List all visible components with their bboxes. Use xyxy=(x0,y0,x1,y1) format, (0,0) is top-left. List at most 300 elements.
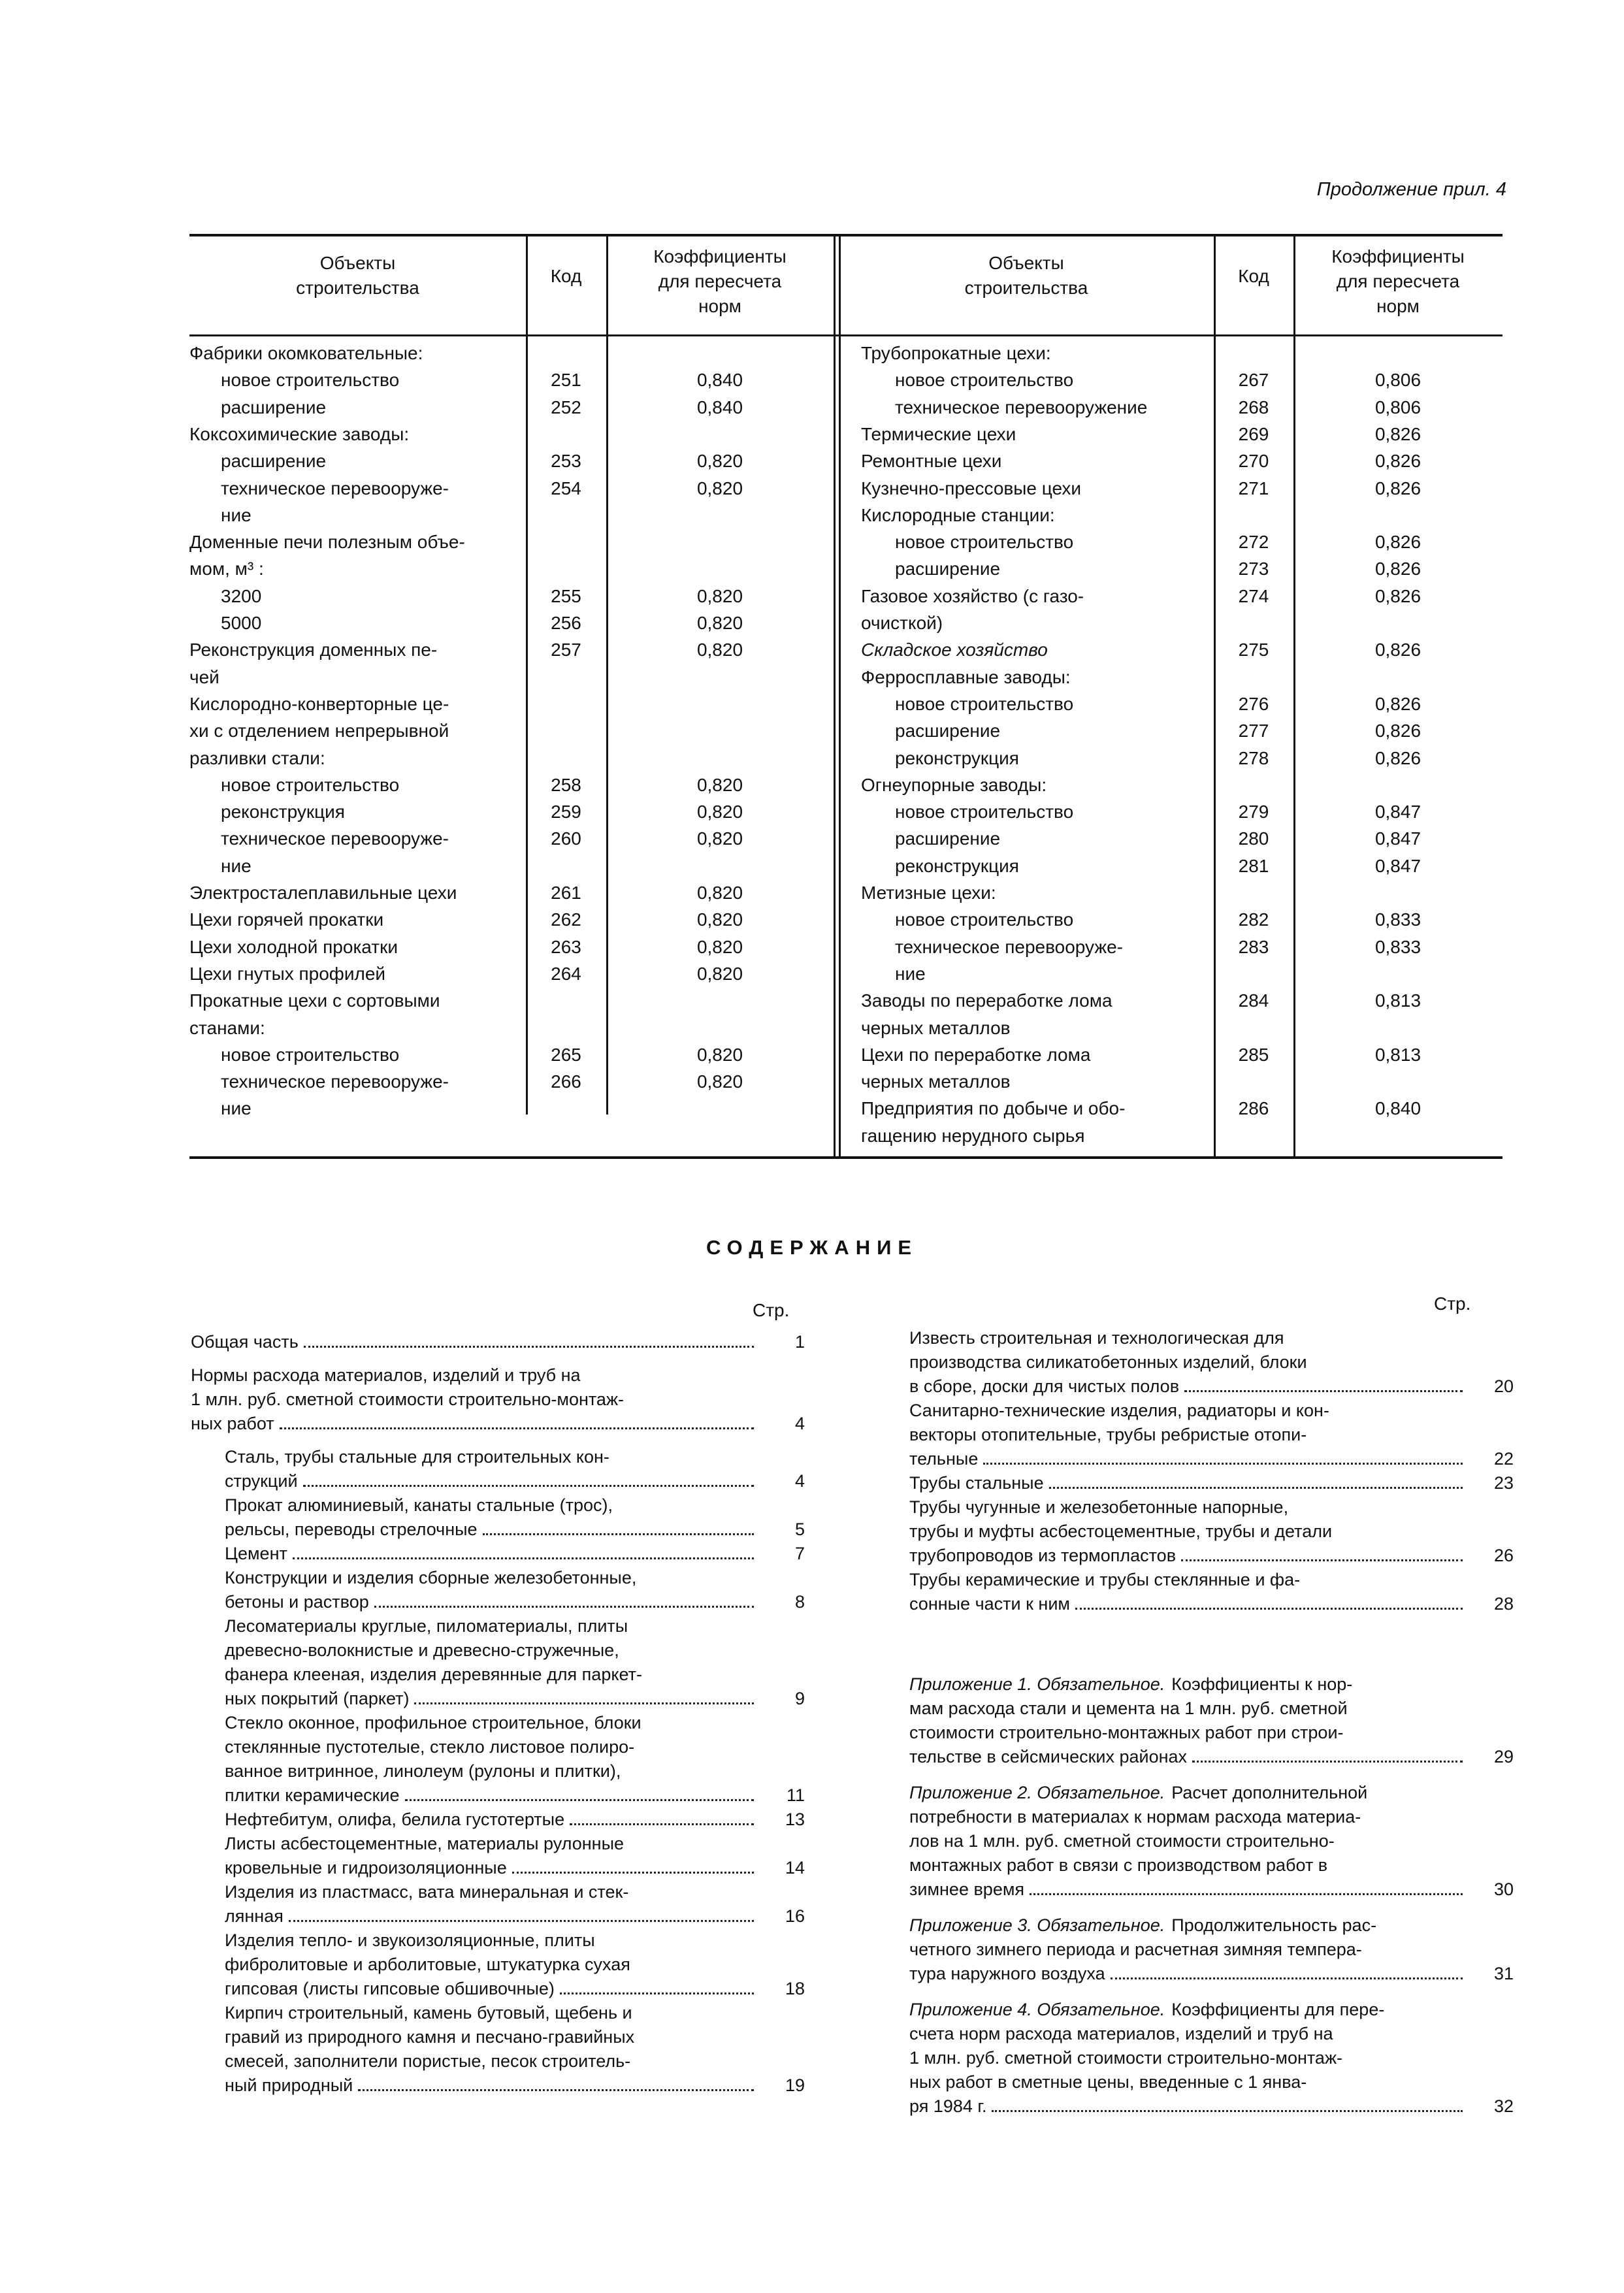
table-row xyxy=(189,366,1502,393)
row-code: 279 xyxy=(1238,802,1269,822)
entry-text: тельные xyxy=(909,1449,979,1469)
table-row xyxy=(189,1122,1502,1149)
dot-leader xyxy=(289,1920,754,1922)
row-label: новое строительство xyxy=(895,693,1074,714)
row-code: 258 xyxy=(551,774,581,795)
row-coefficient: 0,826 xyxy=(1374,721,1421,741)
row-code: 270 xyxy=(1238,451,1269,472)
entry-text: древесно-волокнистые и древесно-стружечные, xyxy=(225,1640,619,1660)
row-coefficient: 0,820 xyxy=(696,883,743,903)
entry-text: кровельные и гидроизоляционные xyxy=(225,1858,507,1878)
dot-leader xyxy=(414,1702,754,1704)
entry-text: 1 млн. руб. сметной стоимости строительно-монтаж- xyxy=(909,2048,1343,2068)
entry-text: лов на 1 млн. руб. сметной стоимости строительно- xyxy=(909,1831,1335,1851)
entry-text: Цемент xyxy=(225,1544,287,1563)
row-label: Цехи гнутых профилей xyxy=(189,963,386,984)
row-code: 254 xyxy=(551,478,581,498)
contents-entry xyxy=(909,1672,1514,1769)
row-label: станами: xyxy=(189,1017,265,1038)
table-row xyxy=(189,421,1502,447)
appendix-prefix: Приложение 4. Обязательное. xyxy=(909,2000,1165,2019)
row-code: 260 xyxy=(551,828,581,849)
entry-text: Прокат алюминиевый, канаты стальные (трос), xyxy=(225,1495,613,1515)
row-label: 5000 xyxy=(221,613,262,633)
page-column-header: Стр. xyxy=(1434,1293,1471,1314)
page-number: 4 xyxy=(794,1414,805,1433)
entry-text: ванное витринное, линолеум (рулоны и плитки), xyxy=(225,1761,621,1781)
row-coefficient: 0,820 xyxy=(696,936,743,957)
contents-entry xyxy=(225,1808,805,1832)
entry-text: Общая часть xyxy=(191,1332,299,1352)
row-coefficient: 0,820 xyxy=(696,909,743,930)
row-code: 273 xyxy=(1238,559,1269,579)
contents-entry xyxy=(909,1568,1514,1616)
row-code: 281 xyxy=(1238,855,1269,876)
entry-text: производства силикатобетонных изделий, блоки xyxy=(909,1352,1307,1372)
entry-text: четного зимнего периода и расчетная зимняя темпера- xyxy=(909,1940,1362,1959)
entry-text: струкций xyxy=(225,1471,298,1491)
row-code: 256 xyxy=(551,613,581,633)
entry-text: Расчет дополнительной xyxy=(1171,1783,1368,1802)
table-row xyxy=(189,610,1502,636)
row-coefficient: 0,826 xyxy=(1374,478,1421,498)
entry-text: потребности в материалах к нормам расхода материа- xyxy=(909,1807,1361,1827)
contents-entry xyxy=(909,1998,1514,2119)
table-row xyxy=(189,1015,1502,1041)
entry-text: рельсы, переводы стрелочные xyxy=(225,1520,478,1539)
row-code: 269 xyxy=(1238,423,1269,444)
row-coefficient: 0,813 xyxy=(1374,1044,1421,1065)
page-number: 28 xyxy=(1493,1594,1514,1614)
row-label: Реконструкция доменных пе- xyxy=(189,640,438,660)
row-label: Фабрики окомковательные: xyxy=(189,343,423,363)
entry-text: лянная xyxy=(225,1906,284,1926)
dot-leader xyxy=(570,1823,754,1825)
contents-entry xyxy=(909,1781,1514,1902)
dot-leader xyxy=(483,1533,754,1535)
row-label: Термические цехи xyxy=(861,423,1016,444)
dot-leader xyxy=(304,1346,754,1348)
header-code: Код xyxy=(1238,266,1269,286)
row-label: хи с отделением непрерывной xyxy=(189,721,449,741)
entry-text: ных работ в сметные цены, введенные с 1 янва- xyxy=(909,2072,1307,2092)
row-label: Цехи горячей прокатки xyxy=(189,909,384,930)
entry-text: мам расхода стали и цемента на 1 млн. руб. сметной xyxy=(909,1699,1348,1718)
row-code: 251 xyxy=(551,370,581,391)
row-label: Складское хозяйство xyxy=(861,640,1048,660)
page-number: 7 xyxy=(794,1544,805,1563)
entry-text: Трубы стальные xyxy=(909,1473,1044,1493)
page-number: 20 xyxy=(1493,1376,1514,1396)
table-row xyxy=(189,825,1502,852)
table-row xyxy=(189,798,1502,825)
entry-text: трубопроводов из термопластов xyxy=(909,1546,1177,1565)
table-row xyxy=(189,447,1502,474)
row-coefficient: 0,820 xyxy=(696,802,743,822)
dot-leader xyxy=(358,2089,754,2091)
row-label: расширение xyxy=(221,451,327,472)
dot-leader xyxy=(280,1427,754,1429)
row-label: техническое перевооружение xyxy=(895,397,1148,417)
page-number: 18 xyxy=(785,1979,805,1998)
header-rule xyxy=(189,334,1502,336)
row-coefficient: 0,806 xyxy=(1374,370,1421,391)
dot-leader xyxy=(560,1992,754,1994)
row-code: 253 xyxy=(551,451,581,472)
row-label: Заводы по переработке лома xyxy=(861,990,1112,1011)
contents-entry xyxy=(909,1399,1514,1471)
entry-text: смесей, заполнители пористые, песок строитель- xyxy=(225,2051,631,2071)
entry-text: стеклянные пустотелые, стекло листовое полиро- xyxy=(225,1737,635,1757)
entry-text: Трубы керамические и трубы стеклянные и фа- xyxy=(909,1570,1301,1589)
page-number: 29 xyxy=(1493,1747,1514,1766)
entry-text: фибролитовые и арболитовые, штукатурка сухая xyxy=(225,1955,630,1974)
dot-leader xyxy=(512,1872,754,1874)
row-label: Ферросплавные заводы: xyxy=(861,666,1071,687)
row-label: Метизные цехи: xyxy=(861,883,996,903)
appendix-prefix: Приложение 1. Обязательное. xyxy=(909,1674,1165,1694)
coefficients-table xyxy=(189,234,1502,1159)
row-label: расширение xyxy=(895,828,1001,849)
row-label: Огнеупорные заводы: xyxy=(861,774,1047,795)
row-coefficient: 0,820 xyxy=(696,963,743,984)
row-code: 266 xyxy=(551,1071,581,1092)
table-row xyxy=(189,394,1502,421)
contents-entry xyxy=(225,2001,805,2098)
header-objects: Объекты строительства xyxy=(296,253,419,298)
table-row xyxy=(189,1095,1502,1122)
entry-text: Коэффициенты к нор- xyxy=(1171,1674,1353,1694)
entry-text: Нефтебитум, олифа, белила густотертые xyxy=(225,1810,565,1829)
appendix-prefix: Приложение 2. Обязательное. xyxy=(909,1783,1165,1802)
table-row xyxy=(189,502,1502,529)
dot-leader xyxy=(1111,1977,1463,1979)
header-code: Код xyxy=(550,266,582,286)
row-label: новое строительство xyxy=(895,532,1074,553)
row-coefficient: 0,820 xyxy=(696,478,743,498)
contents-entry xyxy=(225,1542,805,1566)
row-code: 272 xyxy=(1238,532,1269,553)
row-code: 276 xyxy=(1238,693,1269,714)
table-row xyxy=(189,772,1502,798)
header-objects: Объекты строительства xyxy=(964,253,1088,298)
dot-leader xyxy=(1049,1487,1463,1489)
table-row xyxy=(189,636,1502,663)
row-code: 255 xyxy=(551,585,581,606)
row-label: новое строительство xyxy=(221,370,400,391)
contents-entry xyxy=(909,1495,1514,1568)
row-coefficient: 0,840 xyxy=(696,370,743,391)
row-label: реконструкция xyxy=(221,802,345,822)
row-coefficient: 0,833 xyxy=(1374,909,1421,930)
entry-text: Санитарно-технические изделия, радиаторы и кон- xyxy=(909,1401,1329,1420)
row-code: 257 xyxy=(551,640,581,660)
dot-leader xyxy=(303,1485,754,1487)
row-label: ние xyxy=(895,963,926,984)
table-row xyxy=(189,664,1502,691)
page-number: 31 xyxy=(1493,1964,1514,1983)
row-code: 259 xyxy=(551,802,581,822)
row-coefficient: 0,820 xyxy=(696,1044,743,1065)
page-number: 5 xyxy=(794,1520,805,1539)
row-label: разливки стали: xyxy=(189,747,325,768)
dot-leader xyxy=(1184,1390,1463,1392)
contents-entry xyxy=(909,1471,1514,1495)
entry-text: гипсовая (листы гипсовые обшивочные) xyxy=(225,1979,555,1998)
dot-leader xyxy=(1075,1608,1463,1610)
entry-text: Лесоматериалы круглые, пиломатериалы, плиты xyxy=(225,1616,628,1636)
row-coefficient: 0,820 xyxy=(696,451,743,472)
row-label: Кислородно-конверторные це- xyxy=(189,693,449,714)
row-label: гащению нерудного сырья xyxy=(861,1125,1085,1146)
contents-entry xyxy=(225,1711,805,1808)
row-label: новое строительство xyxy=(895,802,1074,822)
row-label: Ремонтные цехи xyxy=(861,451,1002,472)
dot-leader xyxy=(992,2110,1463,2112)
row-coefficient: 0,840 xyxy=(696,397,743,417)
table-row xyxy=(189,529,1502,555)
table-row xyxy=(189,745,1502,772)
table-row xyxy=(189,960,1502,987)
contents-title: СОДЕРЖАНИЕ xyxy=(706,1236,918,1259)
contents-entry xyxy=(225,1445,805,1493)
table-row xyxy=(189,1041,1502,1068)
entry-text: векторы отопительные, трубы ребристые отопи- xyxy=(909,1425,1307,1444)
entry-text: в сборе, доски для чистых полов xyxy=(909,1376,1180,1396)
contents-entry xyxy=(225,1566,805,1614)
row-label: Доменные печи полезным объе- xyxy=(189,532,465,553)
row-code: 267 xyxy=(1238,370,1269,391)
contents-entry xyxy=(225,1493,805,1542)
row-label: техническое перевооруже- xyxy=(221,478,449,498)
page-number: 22 xyxy=(1493,1449,1514,1469)
table-row xyxy=(189,340,1502,366)
header-coefficients: Коэффициенты для пересчета норм xyxy=(653,246,787,316)
row-code: 278 xyxy=(1238,747,1269,768)
row-coefficient: 0,826 xyxy=(1374,559,1421,579)
row-code: 284 xyxy=(1238,990,1269,1011)
entry-text: Трубы чугунные и железобетонные напорные, xyxy=(909,1497,1289,1517)
row-label: Электросталеплавильные цехи xyxy=(189,883,457,903)
dot-leader xyxy=(1030,1893,1463,1895)
table-row xyxy=(189,717,1502,744)
table-row xyxy=(189,691,1502,717)
entry-text: Изделия из пластмасс, вата минеральная и стек- xyxy=(225,1882,629,1902)
page-number: 26 xyxy=(1493,1546,1514,1565)
row-label: ние xyxy=(221,504,252,525)
dot-leader xyxy=(983,1463,1463,1465)
row-coefficient: 0,826 xyxy=(1374,423,1421,444)
row-label: техническое перевооруже- xyxy=(221,1071,449,1092)
entry-text: ных работ xyxy=(191,1414,274,1433)
table-row xyxy=(189,853,1502,879)
row-label: Предприятия по добыче и обо- xyxy=(861,1098,1126,1119)
row-coefficient: 0,820 xyxy=(696,640,743,660)
page-column-header: Стр. xyxy=(753,1300,790,1320)
entry-text: бетоны и раствор xyxy=(225,1592,369,1612)
table-row xyxy=(189,934,1502,960)
page-number: 11 xyxy=(786,1785,805,1805)
entry-text: стоимости строительно-монтажных работ при строи- xyxy=(909,1723,1344,1742)
row-code: 285 xyxy=(1238,1044,1269,1065)
entry-text: Стекло оконное, профильное строительное, блоки xyxy=(225,1713,641,1732)
row-label: Цехи холодной прокатки xyxy=(189,936,398,957)
dot-leader xyxy=(293,1557,754,1559)
row-label: техническое перевооруже- xyxy=(221,828,449,849)
row-code: 263 xyxy=(551,936,581,957)
row-label: новое строительство xyxy=(221,774,400,795)
row-label: расширение xyxy=(895,721,1001,741)
row-code: 262 xyxy=(551,909,581,930)
row-coefficient: 0,847 xyxy=(1374,855,1421,876)
row-coefficient: 0,826 xyxy=(1374,532,1421,553)
header-coefficients: Коэффициенты для пересчета норм xyxy=(1331,246,1465,316)
entry-text: трубы и муфты асбестоцементные, трубы и детали xyxy=(909,1521,1333,1541)
page-number: 19 xyxy=(785,2075,805,2095)
contents-entry xyxy=(225,1614,805,1711)
row-code: 271 xyxy=(1238,478,1269,498)
contents-entry xyxy=(225,1880,805,1928)
row-label: новое строительство xyxy=(895,370,1074,391)
contents-entry xyxy=(909,1913,1514,1986)
entry-text: Продолжительность рас- xyxy=(1171,1915,1377,1935)
contents-entry xyxy=(909,1326,1514,1399)
entry-text: гравий из природного камня и песчано-гравийных xyxy=(225,2027,635,2047)
contents-entry xyxy=(191,1330,805,1354)
row-coefficient: 0,840 xyxy=(1374,1098,1421,1119)
row-label: чей xyxy=(189,666,219,687)
page-number: 14 xyxy=(785,1858,805,1878)
table-row xyxy=(189,555,1502,582)
continuation-label: Продолжение прил. 4 xyxy=(1316,179,1506,200)
row-coefficient: 0,833 xyxy=(1374,936,1421,957)
row-code: 275 xyxy=(1238,640,1269,660)
row-coefficient: 0,820 xyxy=(696,1071,743,1092)
row-coefficient: 0,847 xyxy=(1374,828,1421,849)
row-label: Газовое хозяйство (с газо- xyxy=(861,585,1084,606)
entry-text: тельстве в сейсмических районах xyxy=(909,1747,1188,1766)
row-code: 280 xyxy=(1238,828,1269,849)
row-label: Кузнечно-прессовые цехи xyxy=(861,478,1082,498)
row-label: реконструкция xyxy=(895,747,1019,768)
entry-text: Изделия тепло- и звукоизоляционные, плиты xyxy=(225,1930,595,1950)
entry-text: сонные части к ним xyxy=(909,1594,1070,1614)
row-code: 282 xyxy=(1238,909,1269,930)
contents-entry xyxy=(225,1832,805,1880)
row-coefficient: 0,847 xyxy=(1374,802,1421,822)
page-number: 32 xyxy=(1493,2096,1514,2116)
entry-text: тура наружного воздуха xyxy=(909,1964,1105,1983)
page-number: 13 xyxy=(785,1810,805,1829)
row-code: 277 xyxy=(1238,721,1269,741)
page-number: 8 xyxy=(794,1592,805,1612)
row-label: техническое перевооруже- xyxy=(895,936,1124,957)
row-code: 286 xyxy=(1238,1098,1269,1119)
appendix-prefix: Приложение 3. Обязательное. xyxy=(909,1915,1165,1935)
entry-text: Известь строительная и технологическая для xyxy=(909,1328,1284,1348)
table-row xyxy=(189,879,1502,906)
row-coefficient: 0,806 xyxy=(1374,397,1421,417)
entry-text: ря 1984 г. xyxy=(909,2096,987,2116)
table-row xyxy=(189,475,1502,502)
dot-leader xyxy=(374,1606,754,1608)
row-coefficient: 0,820 xyxy=(696,828,743,849)
page-number: 16 xyxy=(785,1906,805,1926)
entry-text: Кирпич строительный, камень бутовый, щебень и xyxy=(225,2003,632,2023)
row-code: 264 xyxy=(551,963,581,984)
entry-text: фанера клееная, изделия деревянные для паркет- xyxy=(225,1665,642,1684)
row-code: 274 xyxy=(1238,585,1269,606)
entry-text: Листы асбестоцементные, материалы рулонные xyxy=(225,1834,624,1853)
row-code: 265 xyxy=(551,1044,581,1065)
row-label: очисткой) xyxy=(861,613,943,633)
entry-text: Конструкции и изделия сборные железобетонные, xyxy=(225,1568,637,1587)
row-coefficient: 0,826 xyxy=(1374,451,1421,472)
row-code: 261 xyxy=(551,883,581,903)
row-coefficient: 0,813 xyxy=(1374,990,1421,1011)
page-number: 4 xyxy=(794,1471,805,1491)
entry-text: Коэффициенты для пере- xyxy=(1171,2000,1385,2019)
page-number: 23 xyxy=(1493,1473,1514,1493)
row-code: 283 xyxy=(1238,936,1269,957)
row-code: 268 xyxy=(1238,397,1269,417)
row-label: расширение xyxy=(221,397,327,417)
row-label: черных металлов xyxy=(861,1017,1011,1038)
entry-text: счета норм расхода материалов, изделий и труб на xyxy=(909,2024,1333,2043)
row-label: 3200 xyxy=(221,585,262,606)
entry-text: ный природный xyxy=(225,2075,353,2095)
row-label: мом, м³ : xyxy=(189,559,264,579)
entry-text: зимнее время xyxy=(909,1879,1025,1899)
contents-entry xyxy=(191,1363,805,1436)
entry-text: Сталь, трубы стальные для строительных кон- xyxy=(225,1447,609,1467)
table-row xyxy=(189,906,1502,933)
row-coefficient: 0,826 xyxy=(1374,640,1421,660)
table-row xyxy=(189,583,1502,610)
entry-text: плитки керамические xyxy=(225,1785,400,1805)
row-label: новое строительство xyxy=(221,1044,400,1065)
row-label: реконструкция xyxy=(895,855,1019,876)
row-coefficient: 0,820 xyxy=(696,585,743,606)
row-coefficient: 0,826 xyxy=(1374,585,1421,606)
row-label: расширение xyxy=(895,559,1001,579)
table-row xyxy=(189,1068,1502,1095)
entry-text: Нормы расхода материалов, изделий и труб на xyxy=(191,1365,581,1385)
row-coefficient: 0,826 xyxy=(1374,693,1421,714)
row-label: новое строительство xyxy=(895,909,1074,930)
row-label: Коксохимические заводы: xyxy=(189,423,410,444)
dot-leader xyxy=(1181,1559,1463,1561)
row-coefficient: 0,820 xyxy=(696,774,743,795)
row-label: Цехи по переработке лома xyxy=(861,1044,1091,1065)
row-label: черных металлов xyxy=(861,1071,1011,1092)
entry-text: ных покрытий (паркет) xyxy=(225,1689,410,1708)
table-row xyxy=(189,987,1502,1014)
contents-entry xyxy=(225,1928,805,2001)
row-coefficient: 0,826 xyxy=(1374,747,1421,768)
dot-leader xyxy=(405,1799,754,1801)
page-number: 30 xyxy=(1493,1879,1514,1899)
row-label: Трубопрокатные цехи: xyxy=(861,343,1051,363)
entry-text: 1 млн. руб. сметной стоимости строительно-монтаж- xyxy=(191,1390,625,1409)
dot-leader xyxy=(1192,1761,1463,1763)
row-label: Прокатные цехи с сортовыми xyxy=(189,990,440,1011)
row-label: ние xyxy=(221,855,252,876)
entry-text: монтажных работ в связи с производством работ в xyxy=(909,1855,1328,1875)
row-label: Кислородные станции: xyxy=(861,504,1055,525)
row-label: ние xyxy=(221,1098,252,1119)
row-code: 252 xyxy=(551,397,581,417)
